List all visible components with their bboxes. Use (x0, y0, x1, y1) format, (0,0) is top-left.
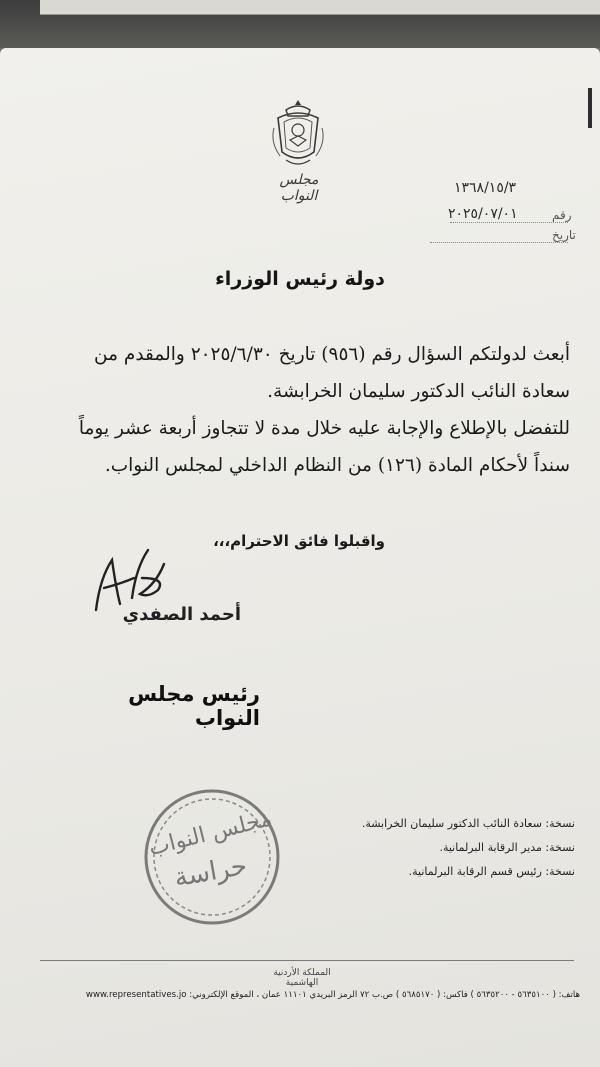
footer-kingdom: المملكة الأردنية الهاشمية (273, 968, 331, 988)
institution-name: مجلس النواب (279, 172, 319, 204)
signer-title: رئيس مجلس النواب (128, 682, 260, 730)
signer-name: أحمد الصفدي (122, 604, 241, 625)
recipient-heading: دولة رئيس الوزراء (215, 268, 385, 290)
letter-paragraph-1: أبعث لدولتكم السؤال رقم (٩٥٦) تاريخ ٢٠٢٥/٦/٣٠ والمقدم من سعادة النائب الدكتور سليمان الخرابشة. (94, 344, 570, 402)
copy-line: نسخة: رئيس قسم الرقابة البرلمانية. (408, 865, 575, 878)
footer-divider (40, 960, 574, 961)
letter-paragraph-2: للتفضل بالإطلاع والإجابة عليه خلال مدة لا تتجاوز أربعة عشر يوماً سنداً لأحكام المادة (١٢٦) من النظام الداخلي لمجلس النواب. (78, 418, 570, 476)
stamp-text-1: مجلس النواب (146, 806, 275, 862)
reference-number: ١٣٦٨/١٥/٣ (454, 180, 517, 196)
footer-contact: هاتف: ( ٥٦٣٥١٠٠ - ٥٦٣٥٢٠٠ ) فاكس: ( ٥٦٨٥١٧٠ ) ص.ب ٧٢ الرمز البريدي ١١١٠١ عمان ، الموقع الإلكتروني: www.representatives.jo (85, 990, 580, 1000)
closing-line: واقبلوا فائق الاحترام،،، (213, 532, 385, 550)
underlying-paper-edge (40, 0, 600, 15)
copy-line: نسخة: مدير الرقابة البرلمانية. (439, 841, 575, 854)
number-label: رقم (552, 208, 572, 222)
stamp-text-2: حراسة (171, 850, 250, 894)
jordan-coat-of-arms-icon (270, 98, 326, 170)
number-line (450, 222, 568, 223)
official-stamp (140, 785, 285, 930)
copy-line: نسخة: سعادة النائب الدكتور سليمان الخرابشة. (361, 817, 575, 830)
date-line (430, 242, 568, 243)
margin-mark (588, 88, 592, 128)
date-label: تاريخ (552, 228, 576, 242)
reference-date: ٢٠٢٥/٠٧/٠١ (448, 206, 518, 222)
